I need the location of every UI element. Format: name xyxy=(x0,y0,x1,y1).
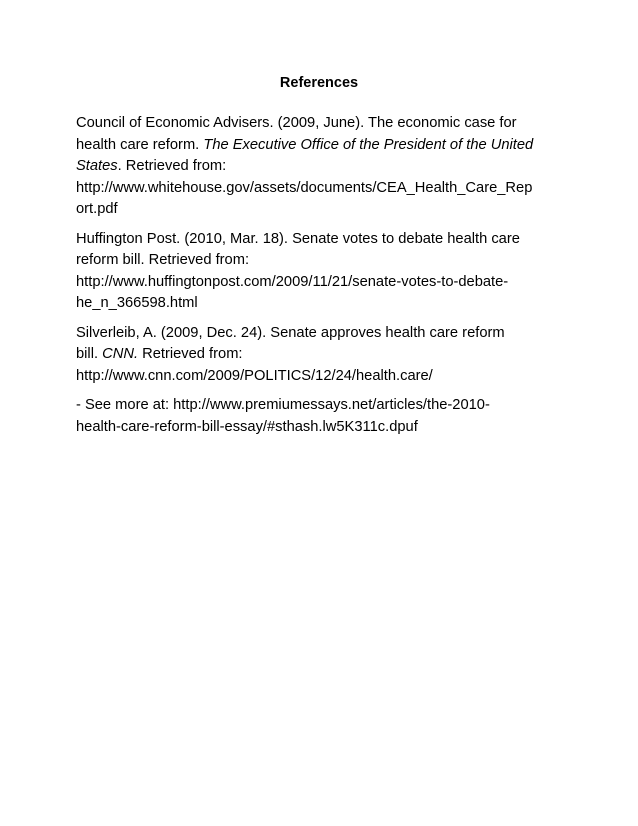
source-note-line xyxy=(76,395,566,417)
source-note xyxy=(76,395,566,438)
reference-text: Silverleib, A. (2009, Dec. 24). Senate approves health care reform xyxy=(76,324,505,341)
reference-text: reform bill. Retrieved from: xyxy=(76,252,250,268)
reference-line xyxy=(76,229,566,251)
reference-url: he_n_366598.html xyxy=(76,295,198,311)
reference-text: health care reform. xyxy=(76,136,204,153)
reference-text: Retrieved from: xyxy=(138,346,243,362)
reference-text: bill. xyxy=(76,346,103,362)
reference-url-line xyxy=(76,293,566,315)
reference-line xyxy=(76,250,566,272)
page-heading: References xyxy=(279,75,359,91)
source-note-text: - See more at: http://www.premiumessays.net/articles/the-2010- xyxy=(76,397,490,413)
source-note-line xyxy=(76,417,566,439)
reference-entry xyxy=(76,323,566,388)
reference-url-line xyxy=(76,199,566,221)
reference-text: Council of Economic Advisers. (2009, June). The economic case for xyxy=(76,115,517,131)
reference-url: http://www.cnn.com/2009/POLITICS/12/24/health.care/ xyxy=(76,367,433,384)
source-note-text: health-care-reform-bill-essay/#sthash.lw5K311c.dpuf xyxy=(76,418,418,435)
reference-entry xyxy=(76,113,566,221)
reference-url: http://www.huffingtonpost.com/2009/11/21/senate-votes-to-debate- xyxy=(76,273,509,290)
reference-line xyxy=(76,323,566,345)
reference-line xyxy=(76,135,566,157)
reference-url-line xyxy=(76,178,566,200)
reference-line xyxy=(76,344,566,366)
reference-text: Huffington Post. (2010, Mar. 18). Senate votes to debate health care xyxy=(76,230,520,247)
reference-line xyxy=(76,156,566,178)
reference-text: . Retrieved from: xyxy=(117,158,227,174)
reference-source-italic: The Executive Office of the President of the United xyxy=(203,136,534,153)
reference-source-italic: CNN. xyxy=(102,346,139,362)
reference-url: ort.pdf xyxy=(76,201,118,217)
reference-url-line xyxy=(76,272,566,294)
reference-url: http://www.whitehouse.gov/assets/documents/CEA_Health_Care_Rep xyxy=(76,179,533,196)
reference-url-line xyxy=(76,366,566,388)
reference-source-italic: States xyxy=(76,158,118,174)
reference-list xyxy=(76,113,566,446)
reference-line xyxy=(76,113,566,135)
reference-entry xyxy=(76,229,566,315)
